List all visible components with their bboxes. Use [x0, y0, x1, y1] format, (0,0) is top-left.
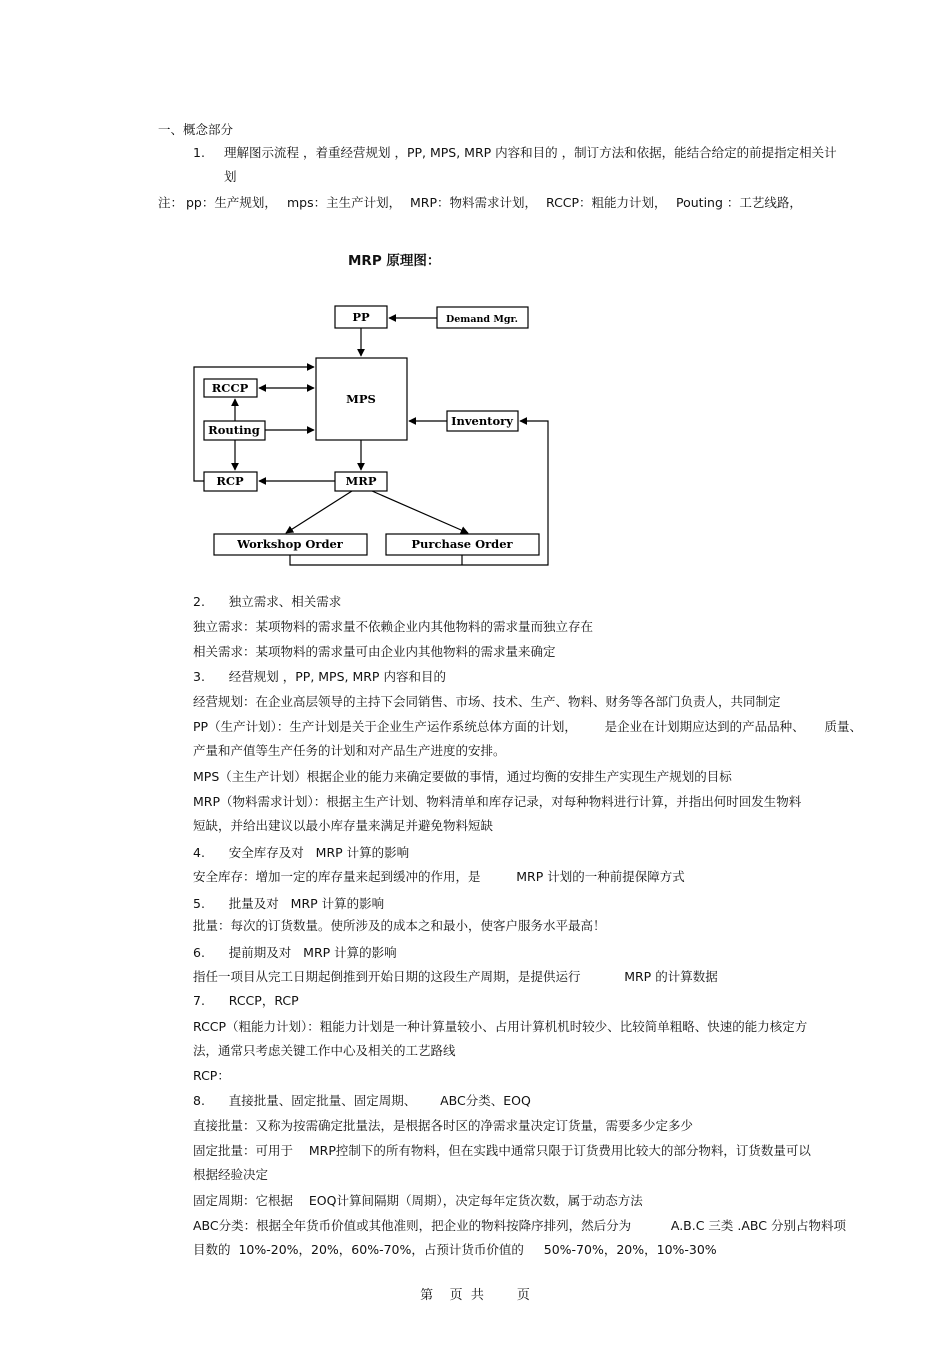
item3-pp1: PP（生产计划）：生产计划是关于企业生产运作系统总体方面的计划， 是企业在计划期应达到的产品品种、 质量、: [193, 719, 863, 734]
item8-fixed1: 固定批量：可用于 MRP控制下的所有物料，但在实践中通常只限于订货费用比较大的部分物料，订货数量可以: [193, 1143, 811, 1158]
item8-heading: 8. 直接批量、固定批量、固定周期、 ABC分类、EOQ: [193, 1093, 531, 1108]
item2-heading: 2. 独立需求、相关需求: [193, 594, 342, 609]
item6-heading: 6. 提前期及对 MRP 计算的影响: [193, 945, 397, 960]
item8-period: 固定周期：它根据 EOQ计算间隔期（周期），决定每年定货次数，属于动态方法: [193, 1193, 643, 1208]
note-pp: pp：生产规划，: [186, 195, 277, 210]
item4-heading: 4. 安全库存及对 MRP 计算的影响: [193, 845, 410, 860]
node-demand-label: Demand Mgr.: [446, 314, 518, 325]
node-mrp-label: MRP: [345, 474, 377, 488]
node-rccp-label: RCCP: [211, 381, 249, 395]
item3-plan: 经营规划：在企业高层领导的主持下会同销售、市场、技术、生产、物料、财务等各部门负责人，共同制定: [193, 694, 781, 709]
note-rccp: RCCP：粗能力计划，: [546, 195, 667, 210]
item3-mps: MPS（主生产计划）根据企业的能力来确定要做的事情，通过均衡的安排生产实现生产规划的目标: [193, 769, 732, 784]
item6-line1: 指任一项目从完工日期起倒推到开始日期的这段生产周期，是提供运行 MRP 的计算数据: [193, 969, 718, 984]
item7-rccp2: 法，通常只考虑关键工作中心及相关的工艺路线: [193, 1043, 456, 1058]
note-mps: mps：主生产计划，: [287, 195, 402, 210]
node-pp-label: PP: [352, 310, 370, 324]
item7-rccp1: RCCP（粗能力计划）：粗能力计划是一种计算量较小、占用计算机机时较少、比较简单粗略、快速的能力核定方: [193, 1019, 808, 1034]
diagram-title: MRP 原理图：: [348, 253, 441, 269]
item3-mrp1: MRP（物料需求计划）：根据主生产计划、物料清单和库存记录，对每种物料进行计算，并指出何时回发生物料: [193, 794, 802, 809]
note-mrp: MRP：物料需求计划，: [410, 195, 538, 210]
note-routing: Pouting ：工艺线路，: [676, 195, 802, 210]
item2-line2: 相关需求：某项物料的需求量可由企业内其他物料的需求量来确定: [193, 644, 556, 659]
item2-line1: 独立需求：某项物料的需求量不依赖企业内其他物料的需求量而独立存在: [193, 619, 594, 634]
item1-line2: 划: [224, 169, 237, 184]
item8-abc2: 目数的 10%-20%，20%，60%-70%，占预计货币价值的 50%-70%，20%，10%-30%: [193, 1242, 717, 1257]
node-rcp-label: RCP: [216, 474, 244, 488]
section-title: 一、概念部分: [158, 122, 234, 137]
item3-heading: 3. 经营规划 ，PP, MPS, MRP 内容和目的: [193, 669, 446, 684]
node-purchase-label: Purchase Order: [411, 537, 513, 551]
node-mps-label: MPS: [346, 392, 376, 406]
item8-direct: 直接批量：又称为按需确定批量法，是根据各时区的净需求量决定订货量，需要多少定多少: [193, 1118, 694, 1133]
item8-abc1: ABC分类：根据全年货币价值或其他准则，把企业的物料按降序排列，然后分为 A.B.C 三类 .ABC 分别占物料项: [193, 1218, 846, 1233]
node-workshop-label: Workshop Order: [237, 537, 343, 551]
node-inventory-label: Inventory: [451, 414, 513, 428]
item1-number: 1.: [193, 145, 205, 160]
item5-line1: 批量：每次的订货数量。使所涉及的成本之和最小，使客户服务水平最高！: [193, 918, 606, 933]
page-footer: 第 页 共 页: [420, 1288, 530, 1303]
item7-heading: 7. RCCP，RCP: [193, 993, 299, 1008]
item8-fixed2: 根据经验决定: [193, 1167, 269, 1182]
item1-line1: 理解图示流程 ，着重经营规划 ，PP, MPS, MRP 内容和目的 ，制订方法和依据，能结合给定的前提指定相关计: [224, 145, 837, 160]
arrow-mrp-purchase: [372, 491, 468, 533]
note-prefix: 注：: [158, 195, 184, 210]
node-routing-label: Routing: [208, 423, 260, 437]
item4-line1: 安全库存：增加一定的库存量来起到缓冲的作用，是 MRP 计划的一种前提保障方式: [193, 869, 685, 884]
item7-rcp: RCP：: [193, 1068, 230, 1083]
item3-mrp2: 短缺，并给出建议以最小库存量来满足并避免物料短缺: [193, 818, 494, 833]
arrow-mrp-workshop: [286, 491, 352, 533]
item3-pp2: 产量和产值等生产任务的计划和对产品生产进度的安排。: [193, 743, 506, 758]
item5-heading: 5. 批量及对 MRP 计算的影响: [193, 896, 385, 911]
